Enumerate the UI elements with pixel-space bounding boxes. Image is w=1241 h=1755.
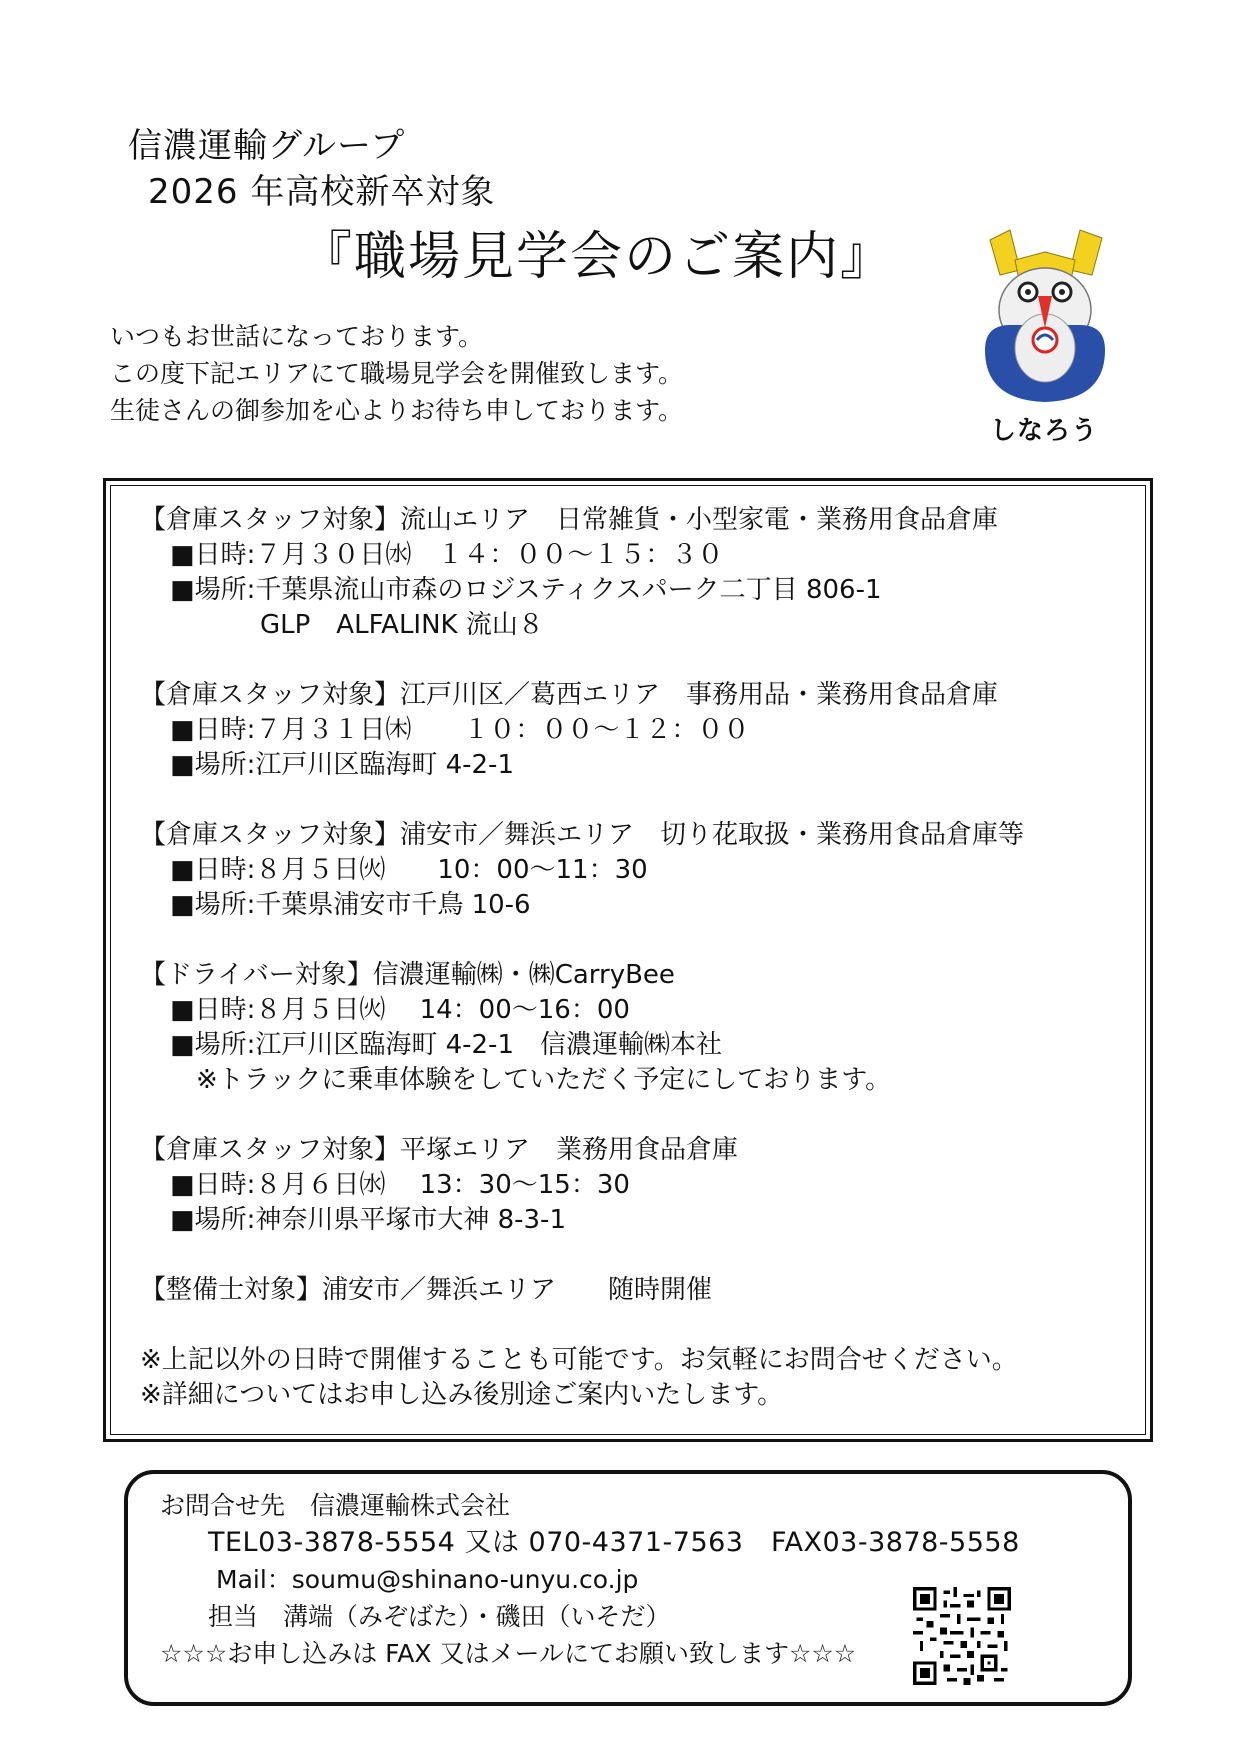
page-title: 『職場見学会のご案内』 <box>300 227 895 287</box>
event-item <box>140 1273 1130 1308</box>
intro-line: この度下記エリアにて職場見学会を開催致します。 <box>110 359 684 388</box>
event-heading: 【倉庫スタッフ対象】平塚エリア 業務用食品倉庫 <box>140 1135 739 1165</box>
event-place: ■場所:千葉県浦安市千鳥 10-6 <box>170 890 531 920</box>
event-heading: 【倉庫スタッフ対象】流山エリア 日常雑貨・小型家電・業務用食品倉庫 <box>140 505 999 535</box>
contact-info <box>160 1487 1020 1672</box>
contact-phone-fax: TEL03-3878-5554 又は 070-4371-7563 FAX03-3878-5558 <box>208 1527 1020 1558</box>
event-heading: 【整備士対象】浦安市／舞浜エリア 随時開催 <box>140 1275 713 1305</box>
subtitle: 2026 年高校新卒対象 <box>148 172 496 212</box>
event-heading: 【ドライバー対象】信濃運輸㈱・㈱CarryBee <box>140 960 675 990</box>
event-note: ※トラックに乗車体験をしていただく予定にしております。 <box>196 1065 892 1095</box>
qr-code-icon[interactable] <box>913 1587 1011 1685</box>
mascot-label: しなろう <box>990 416 1099 446</box>
contact-person: 担当 溝端（みぞばた）・磯田（いそだ） <box>208 1602 671 1631</box>
event-datetime: ■日時:７月３０日㈬ １４：００～１５：３０ <box>170 540 724 570</box>
group-name: 信濃運輸グループ <box>128 126 406 166</box>
event-list <box>140 503 1130 1413</box>
event-heading: 【倉庫スタッフ対象】江戸川区／葛西エリア 事務用品・業務用食品倉庫 <box>140 680 999 710</box>
event-datetime: ■日時:８月５日㈫ 14：00～16：00 <box>170 995 630 1025</box>
apply-instruction: ☆☆☆お申し込みは FAX 又はメールにてお願い致します☆☆☆ <box>160 1639 857 1668</box>
event-place: ■場所:江戸川区臨海町 4-2-1 <box>170 750 514 780</box>
notes <box>140 1343 1130 1413</box>
event-datetime: ■日時:８月５日㈫ 10：00～11：30 <box>170 855 648 885</box>
event-item <box>140 678 1130 783</box>
note-line: ※上記以外の日時で開催することも可能です。お気軽にお問合せください。 <box>140 1345 1018 1375</box>
intro-line: いつもお世話になっております。 <box>110 322 484 351</box>
event-place: ■場所:江戸川区臨海町 4-2-1 信濃運輸㈱本社 <box>170 1030 722 1060</box>
event-place: ■場所:千葉県流山市森のロジスティクスパーク二丁目 806-1 <box>170 575 882 605</box>
intro-line: 生徒さんの御参加を心よりお待ち申しております。 <box>110 396 684 425</box>
event-datetime: ■日時:８月６日㈬ 13：30～15：30 <box>170 1170 630 1200</box>
event-place: ■場所:神奈川県平塚市大神 8-3-1 <box>170 1205 566 1235</box>
event-datetime: ■日時:７月３１日㈭ １０：００～１２：００ <box>170 715 750 745</box>
contact-email[interactable]: Mail：soumu@shinano-unyu.co.jp <box>216 1565 639 1594</box>
note-line: ※詳細についてはお申し込み後別途ご案内いたします。 <box>140 1380 784 1410</box>
event-item <box>140 818 1130 923</box>
event-item <box>140 503 1130 643</box>
event-heading: 【倉庫スタッフ対象】浦安市／舞浜エリア 切り花取扱・業務用食品倉庫等 <box>140 820 1025 850</box>
event-item <box>140 1133 1130 1238</box>
event-item <box>140 958 1130 1098</box>
contact-company: お問合せ先 信濃運輸株式会社 <box>160 1491 511 1520</box>
intro-text <box>110 318 683 429</box>
event-place-detail: GLP ALFALINK 流山８ <box>260 610 544 640</box>
